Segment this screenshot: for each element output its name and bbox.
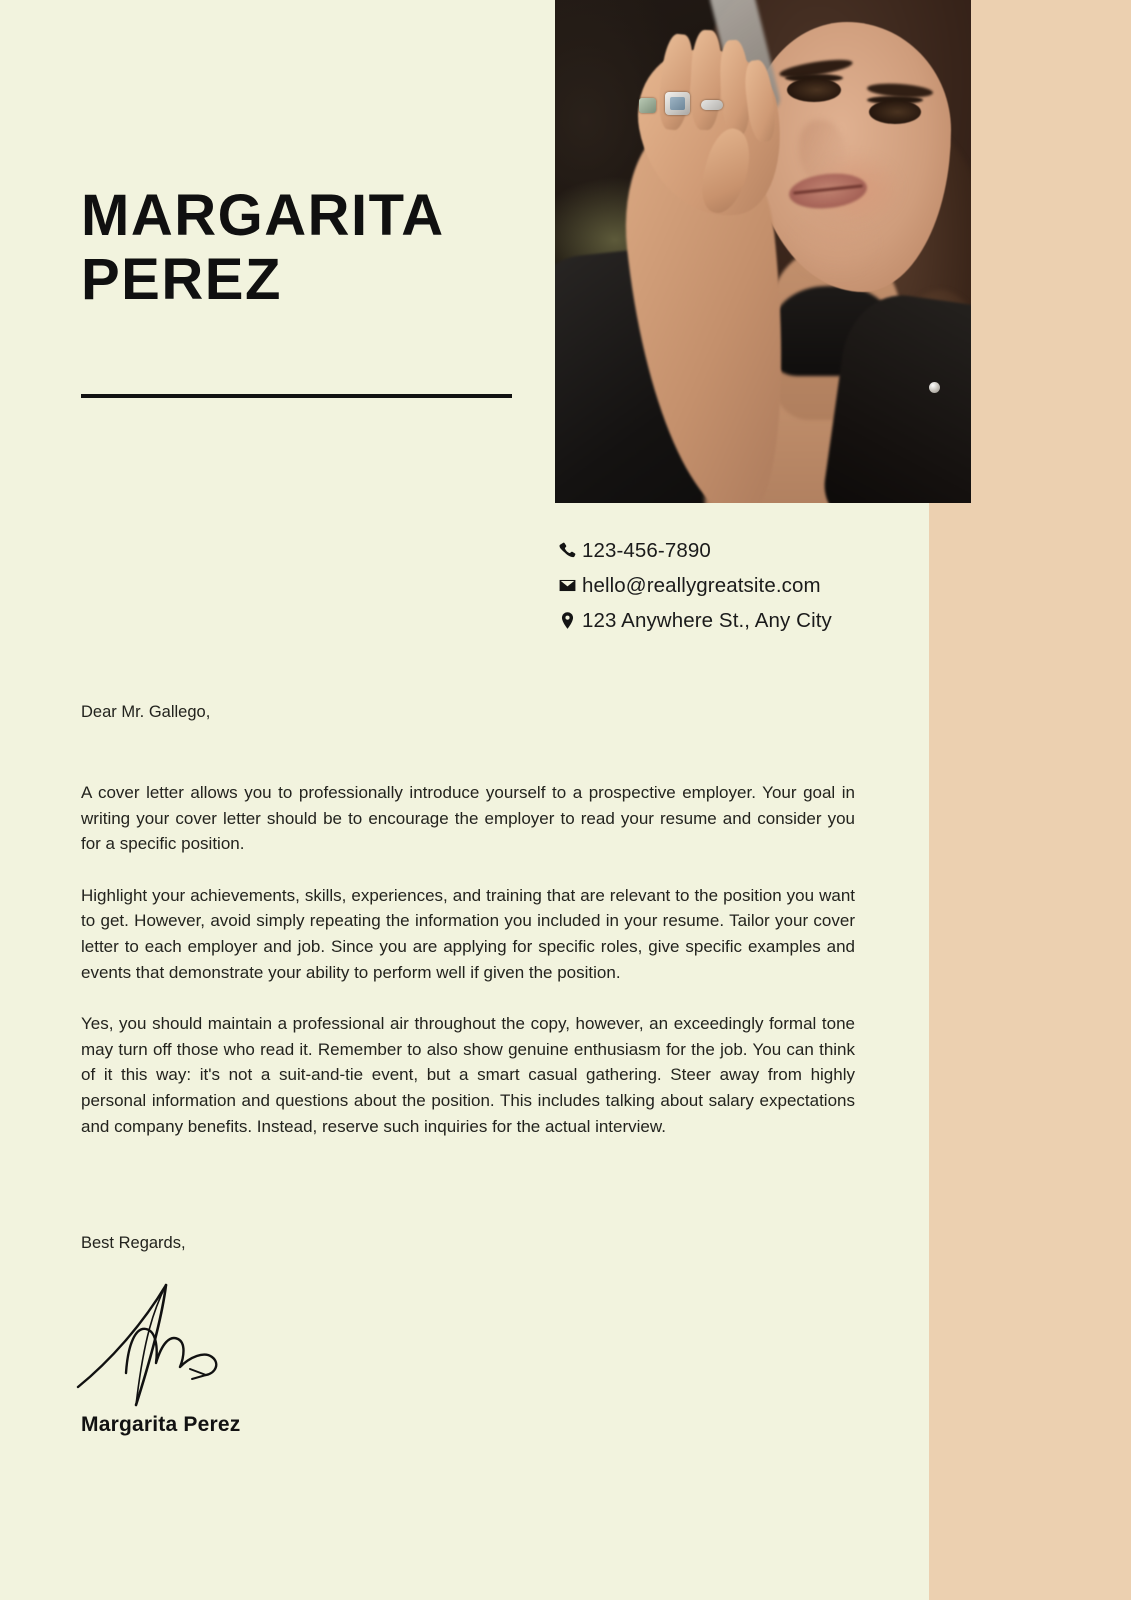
portrait-photo <box>555 0 971 503</box>
envelope-icon <box>552 576 582 595</box>
contact-row-phone <box>552 533 882 568</box>
contact-email-value: hello@reallygreatsite.com <box>582 573 821 597</box>
salutation: Dear Mr. Gallego, <box>81 703 211 721</box>
ring-1 <box>639 98 656 113</box>
paragraph-2: Highlight your achievements, skills, experiences, and training that are relevant to the position you want to get. However, avoid simply repeating the information you included in your resume. Tailor your cover letter to each employer and job. Since you are applying for specific roles, give specific examples and events that demonstrate your ability to perform well if given the position. <box>81 885 855 982</box>
location-pin-icon <box>552 611 582 630</box>
contact-block <box>552 533 882 638</box>
contact-address-value: 123 Anywhere St., Any City <box>582 608 832 632</box>
letter-body <box>81 703 855 1139</box>
signature-name: Margarita Perez <box>81 1413 241 1436</box>
paragraph-1: A cover letter allows you to professionally introduce yourself to a prospective employer. Your goal in writing your cover letter should be to encourage the employer to read your resume and consider you for a specific position. <box>81 783 855 854</box>
contact-row-address <box>552 603 882 638</box>
name-line-first: MARGARITA <box>81 183 445 248</box>
name-line-last: PEREZ <box>81 247 282 312</box>
jacket-stud <box>929 382 940 393</box>
contact-row-email <box>552 568 882 603</box>
portrait-photo-inner <box>555 0 971 503</box>
signature-mark <box>70 1265 290 1415</box>
ring-2 <box>665 92 690 115</box>
paragraph-3: Yes, you should maintain a professional air throughout the copy, however, an exceedingly formal tone may turn off those who read it. Remember to also show genuine enthusiasm for the job. You can think of it this way: it's not a suit-and-tie event, but a smart casual gathering. Steer away from highly personal information and questions about the position. This includes talking about salary expectations and company benefits. Instead, reserve such inquiries for the actual interview. <box>81 1014 855 1136</box>
ring-3 <box>701 100 723 110</box>
title-divider <box>81 394 512 398</box>
eye-right <box>869 100 921 124</box>
chin <box>787 212 879 282</box>
phone-icon <box>552 541 582 560</box>
closing-text: Best Regards, <box>81 1234 186 1252</box>
eye-left <box>787 78 841 102</box>
contact-phone-value: 123-456-7890 <box>582 538 711 562</box>
page-title <box>81 184 521 312</box>
